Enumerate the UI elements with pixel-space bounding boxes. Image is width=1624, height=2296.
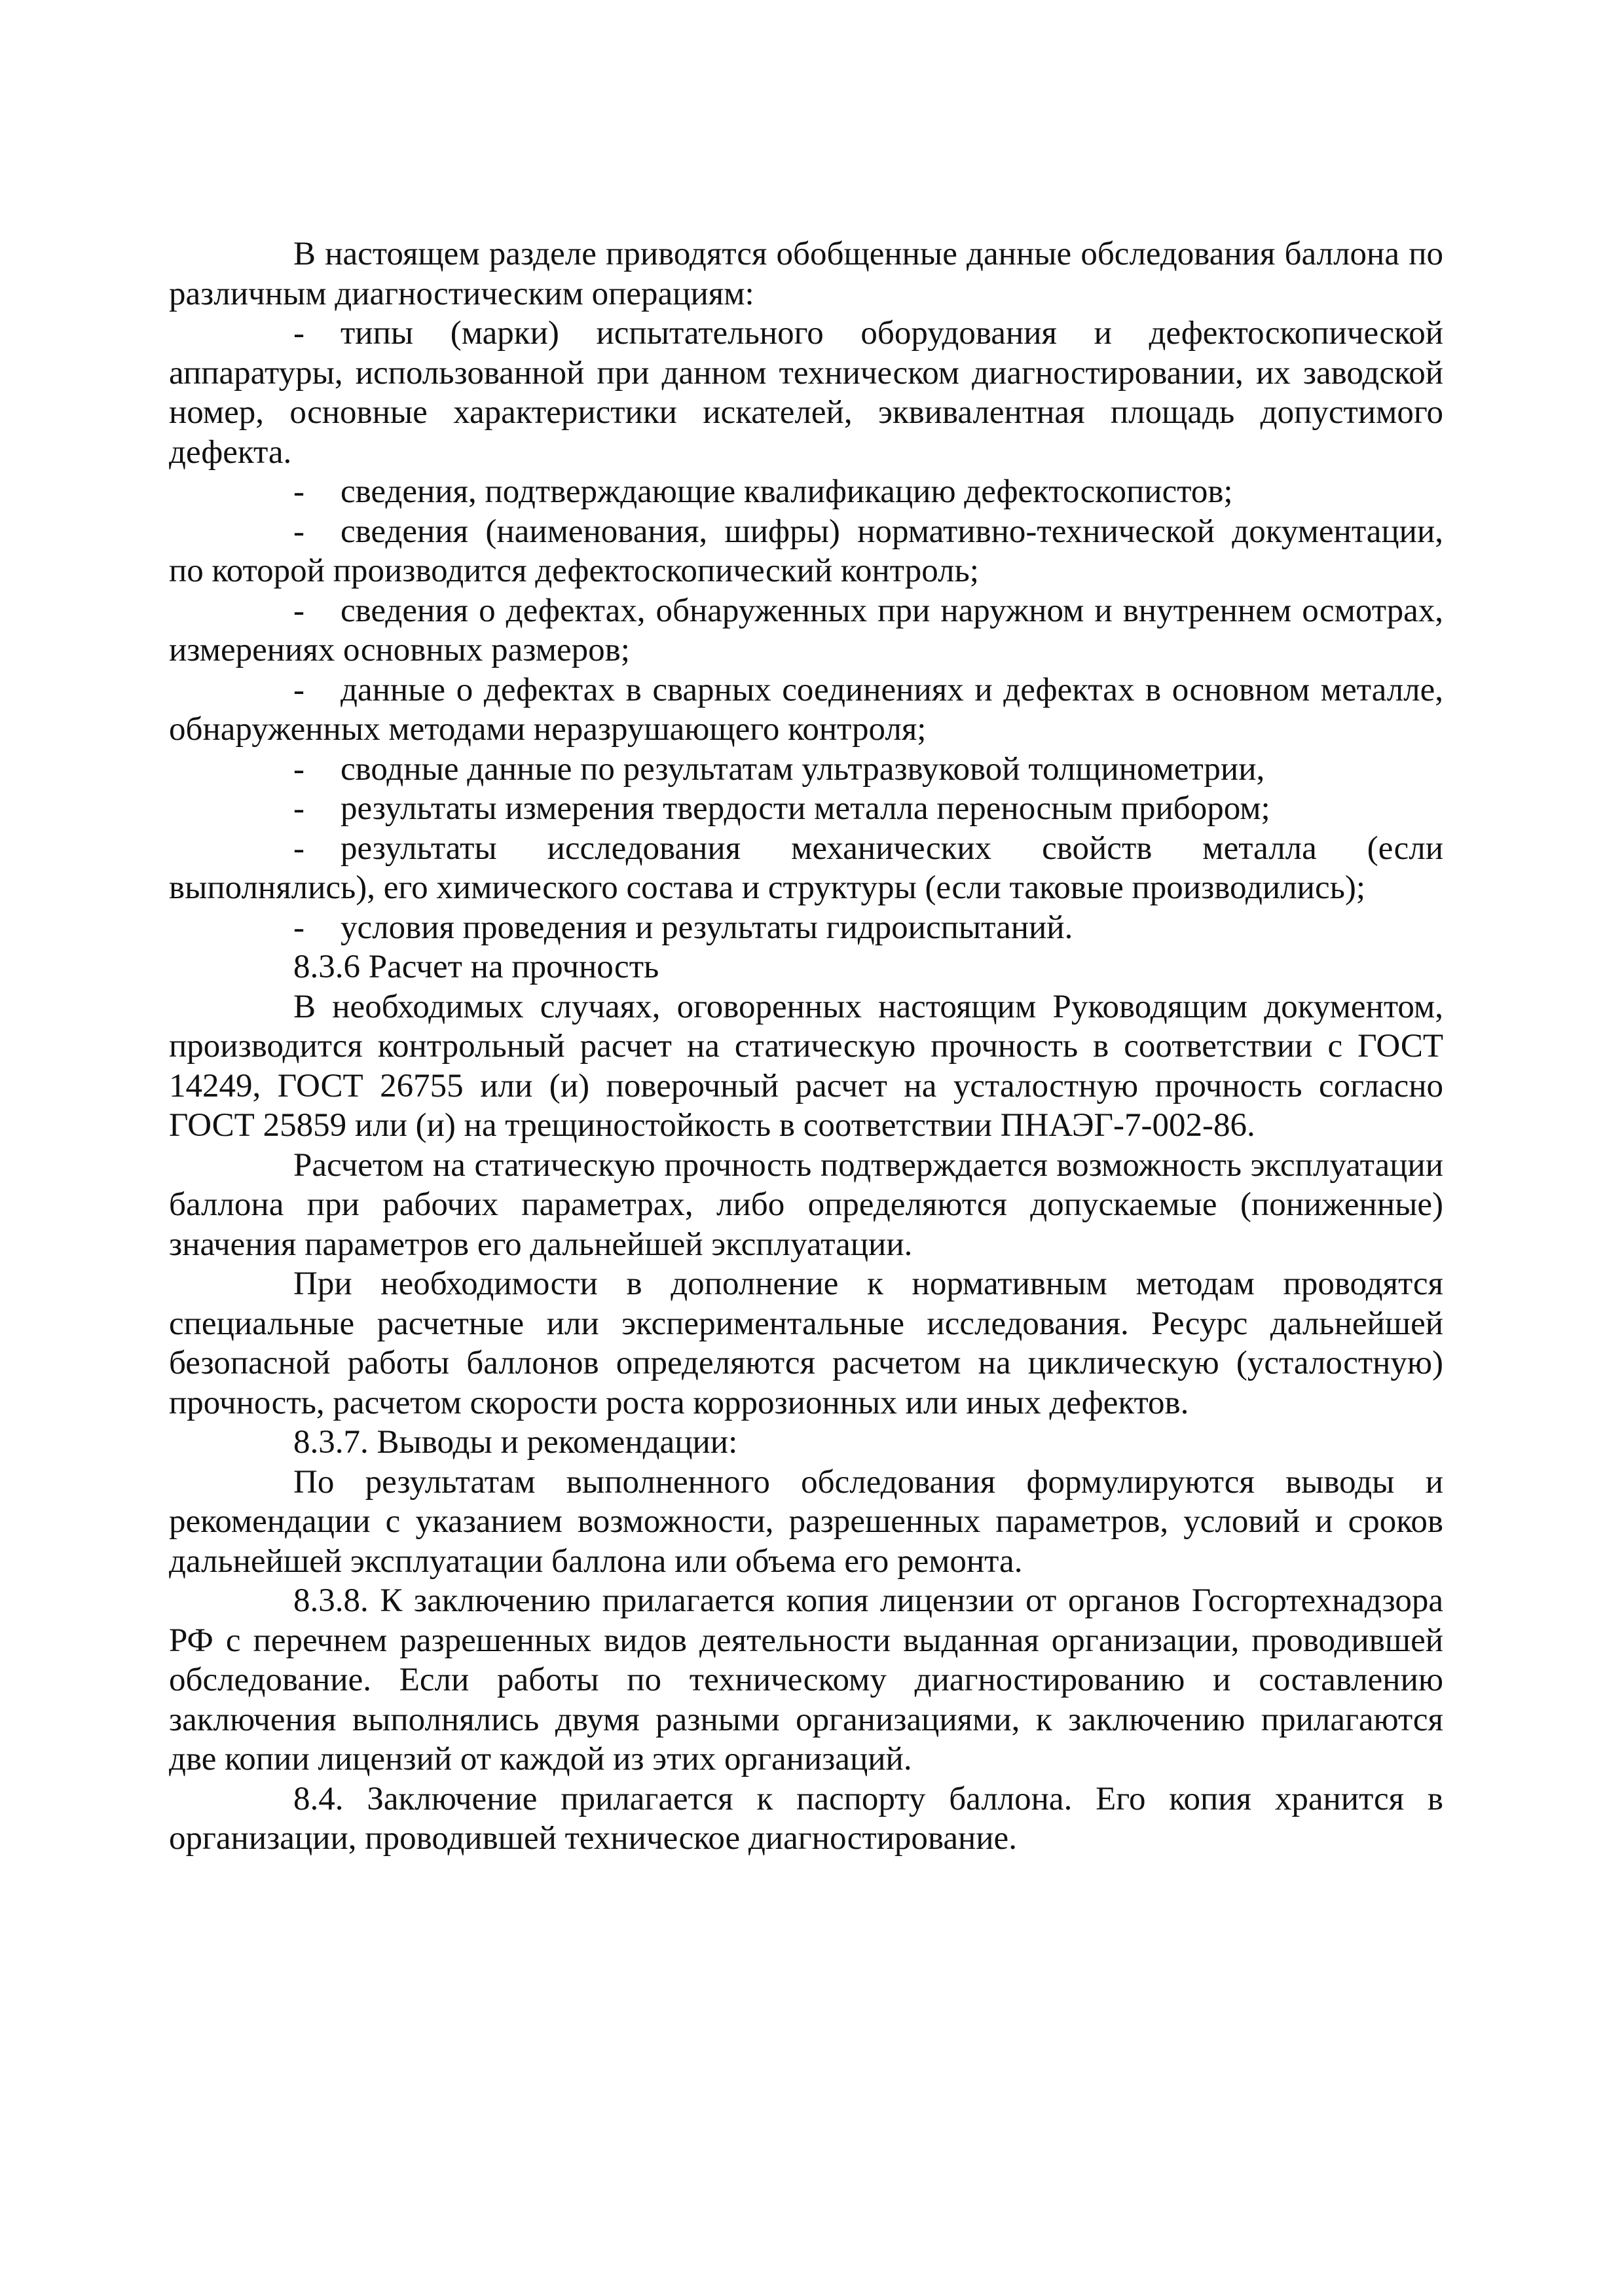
list-item-text: сведения о дефектах, обнаруженных при наружном и внутреннем осмотрах, измерениях основных размеров;	[169, 592, 1443, 668]
list-item-text: сведения, подтверждающие квалификацию дефектоскопистов;	[341, 473, 1233, 510]
document-page	[169, 234, 1443, 1859]
section-836-heading: 8.3.6 Расчет на прочность	[293, 949, 659, 985]
list-item-text: типы (марки) испытательного оборудования и дефектоскопической аппаратуры, использованной при данном техническом диагностировании, их заводской номер, основные характеристики искателей, эквивалентная площадь допустимого дефекта.	[169, 315, 1443, 471]
paragraph-837-1: По результатам выполненного обследования формулируются выводы и рекомендации с указанием возможности, разрешенных параметров, условий и сроков дальнейшей эксплуатации баллона или объема его ремонта.	[169, 1463, 1443, 1580]
bullet-dash: -	[293, 829, 304, 867]
list-item-text: результаты исследования механических свойств металла (если выполнялись), его химического состава и структуры (если таковые производились);	[169, 829, 1443, 906]
bullet-dash: -	[293, 909, 304, 946]
list-item	[169, 829, 1443, 908]
list-item-text: условия проведения и результаты гидроиспытаний.	[341, 909, 1073, 946]
list-item	[169, 591, 1443, 670]
intro-paragraph: В настоящем разделе приводятся обобщенные данные обследования баллона по различным диагностическим операциям:	[169, 236, 1443, 312]
bullet-dash: -	[293, 750, 304, 788]
list-item	[169, 512, 1443, 591]
bullet-dash: -	[293, 592, 304, 629]
list-item-text: результаты измерения твердости металла переносным прибором;	[341, 790, 1270, 827]
list-item	[169, 789, 1443, 829]
paragraph-836-2: Расчетом на статическую прочность подтверждается возможность эксплуатации баллона при рабочих параметрах, либо определяются допускаемые (пониженные) значения параметров его дальнейшей эксплуатации.	[169, 1146, 1443, 1263]
bullet-dash: -	[293, 315, 304, 352]
list-item-text: данные о дефектах в сварных соединениях и дефектах в основном металле, обнаруженных методами неразрушающего контроля;	[169, 671, 1443, 748]
list-item	[169, 472, 1443, 512]
list-item	[169, 314, 1443, 472]
bullet-dash: -	[293, 790, 304, 827]
list-item-text: сводные данные по результатам ультразвуковой толщинометрии,	[341, 750, 1265, 788]
section-837-heading: 8.3.7. Выводы и рекомендации:	[293, 1424, 738, 1461]
bullet-dash: -	[293, 513, 304, 550]
list-item-text: сведения (наименования, шифры) нормативно-технической документации, по которой производится дефектоскопический контроль;	[169, 513, 1443, 589]
paragraph-84: 8.4. Заключение прилагается к паспорту баллона. Его копия хранится в организации, проводившей техническое диагностирование.	[169, 1780, 1443, 1857]
list-item	[169, 750, 1443, 790]
list-item	[169, 670, 1443, 750]
paragraph-838: 8.3.8. К заключению прилагается копия лицензии от органов Госгортехнадзора РФ с перечнем разрешенных видов деятельности выданная организации, проводившей обследование. Если работы по техническому диагностированию и составлению заключения выполнялись двумя разными организациями, к заключению прилагаются две копии лицензий от каждой из этих организаций.	[169, 1582, 1443, 1777]
bullet-dash: -	[293, 473, 304, 510]
paragraph-836-1: В необходимых случаях, оговоренных настоящим Руководящим документом, производится контрольный расчет на статическую прочность в соответствии с ГОСТ 14249, ГОСТ 26755 или (и) поверочный расчет на усталостную прочность согласно ГОСТ 25859 или (и) на трещиностойкость в соответствии ПНАЭГ-7-002-86.	[169, 988, 1443, 1144]
paragraph-836-3: При необходимости в дополнение к нормативным методам проводятся специальные расчетные или экспериментальные исследования. Ресурс дальнейшей безопасной работы баллонов определяются расчетом на циклическую (усталостную) прочность, расчетом скорости роста коррозионных или иных дефектов.	[169, 1266, 1443, 1421]
list-item	[169, 908, 1443, 948]
bullet-dash: -	[293, 671, 304, 708]
